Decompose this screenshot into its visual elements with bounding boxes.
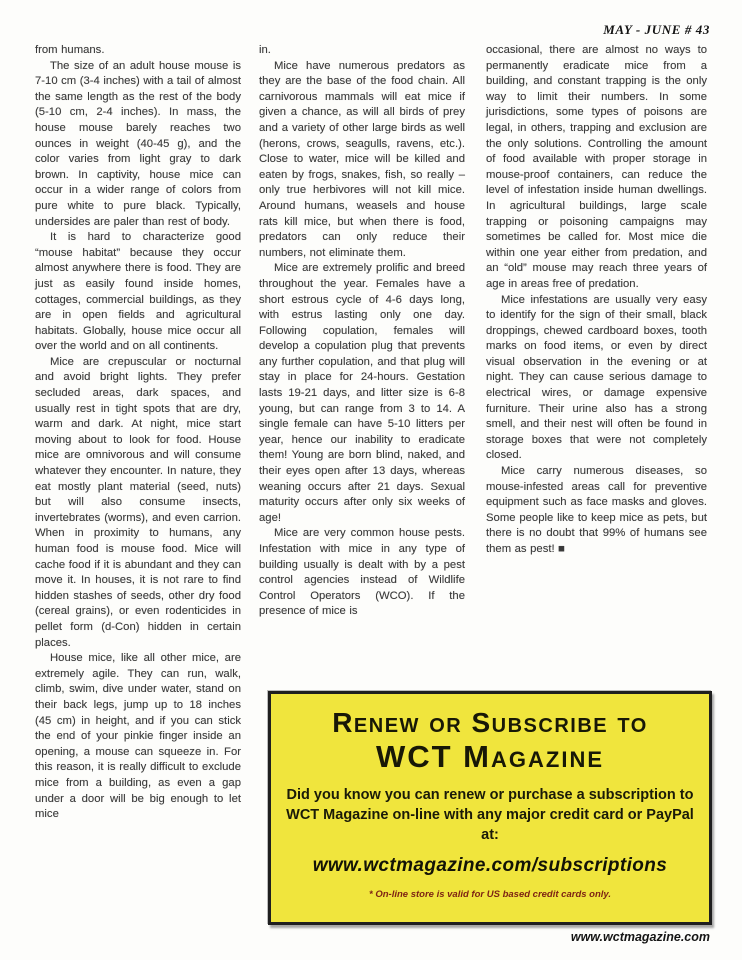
- ad-body-text: Did you know you can renew or purchase a subscription to WCT Magazine on-line with any major credit card or PayPal at:: [286, 787, 694, 843]
- ad-disclaimer: * On-line store is valid for US based credit cards only.: [369, 889, 611, 900]
- paragraph: in.: [259, 44, 271, 56]
- ad-title-line1: Renew or Subscribe to: [332, 707, 648, 738]
- paragraph: Mice are very common house pests. Infestation with mice in any type of building usually is dealt with by a pest control agencies instead of Wildlife Control Operators (WCO). If the presence of mice is: [259, 527, 465, 618]
- paragraph: from humans.: [35, 44, 105, 56]
- ad-title-line2: WCT Magazine: [375, 739, 605, 774]
- subscription-ad-box: [268, 691, 712, 925]
- paragraph: Mice have numerous predators as they are the base of the food chain. All carnivorous mammals will eat mice if given a chance, as will all birds of prey and a variety of other large birds as well (herons, crows, seagulls, ravens, etc.). Close to water, mice will be killed and eaten by frogs, snakes, fish, so really – only true herbivores will not kill mice. Around humans, weasels and house rats kill mice, but when there is food, predators can only reduce their numbers, not eliminate them.: [259, 59, 465, 259]
- paragraph: House mice, like all other mice, are extremely agile. They can run, walk, climb, swim, dive under water, stand on their back legs, jump up to 18 inches (45 cm) in height, and if you can stick the end of your pinkie finger inside an opening, a mouse can squeeze in. For this reason, it is really difficult to exclude mice from a building, as even a gap under a door will be big enough to let mice: [35, 652, 241, 821]
- paragraph: Mice carry numerous diseases, so mouse-infested areas call for preventive equipment such as face masks and gloves. Some people like to keep mice as pets, but there is no doubt that 99% of humans see them as pest! ■: [486, 465, 707, 555]
- footer-website: www.wctmagazine.com: [570, 930, 710, 944]
- paragraph: It is hard to characterize good “mouse habitat” because they occur almost anywhere there is food. They are just as easily found inside homes, cottages, commercial buildings, as they are in open fields and agricultural habitats. Globally, house mice occur all over the world and on all continents.: [35, 231, 241, 353]
- paragraph: occasional, there are almost no ways to permanently eradicate mice from a building, and constant trapping is the only way to limit their numbers. In some jurisdictions, some types of poisons are legal, in others, trapping and exclusion are the only solutions. Controlling the amount of food available with proper storage in mouse-proof containers, can reduce the level of infestation inside human dwellings. In agricultural buildings, large scale trapping or poisoning campaigns may sometimes be called for. Most mice die within one year either from predation, and an “old” mouse may reach three years of age in areas free of predation.: [486, 44, 707, 290]
- ad-subscription-url[interactable]: www.wctmagazine.com/subscriptions: [312, 855, 668, 876]
- article-column-1: [35, 43, 241, 823]
- article-column-3: [486, 43, 707, 558]
- article-column-2: [259, 43, 465, 620]
- paragraph: Mice are crepuscular or nocturnal and avoid bright lights. They prefer secluded areas, dark spaces, and usually rest in tight spots that are dry, warm and dark. At night, mice start moving about to look for food. House mice are omnivorous and will consume whatever they encounter. In nature, they eat mostly plant material (seed, nuts) but will also consume insects, invertebrates (worms), and even carrion. When in proximity to humans, any human food is mouse food. Mice will cache food if it is abundant and they can move it. In houses, it is not rare to find hidden stashes of seeds, other dry food (cereal grains), or even rodenticides in pellet form (d-Con) hidden in certain places.: [35, 355, 241, 649]
- paragraph: Mice are extremely prolific and breed throughout the year. Females have a short estrous cycle of 4-6 days long, with estrus lasting only one day. Following copulation, females will develop a copulation plug that prevents any further copulation, and that plug will stay in place for 24-hours. Gestation lasts 19-21 days, and litter size is 6-8 young, but can range from 3 to 14. A single female can have 5-10 litters per year, hence our inability to eradicate them! Young are born blind, naked, and their eyes open after 13 days, whereas weaning occurs after 21 days. Sexual maturity occurs after only six weeks of age!: [259, 262, 465, 524]
- paragraph: Mice infestations are usually very easy to identify for the sign of their small, black droppings, chewed cardboard boxes, tooth marks on food items, or even by direct visual observation in the evening or at night. They can cause serious damage to electrical wires, or damage expensive furniture. Their urine also has a strong smell, and their nest will often be found in storage boxes that were not completely closed.: [486, 293, 707, 462]
- paragraph: The size of an adult house mouse is 7-10 cm (3-4 inches) with a tail of almost the same length as the rest of the body (5-10 cm, 2-4 inches). In mass, the house mouse barely reaches two ounces in weight (40-45 g), and the color varies from light gray to dark brown. In captivity, house mice can occur in a wider range of colors from pure white to pure black. Typically, undersides are paler than rest of body.: [35, 59, 241, 228]
- issue-header: MAY - JUNE # 43: [603, 22, 710, 37]
